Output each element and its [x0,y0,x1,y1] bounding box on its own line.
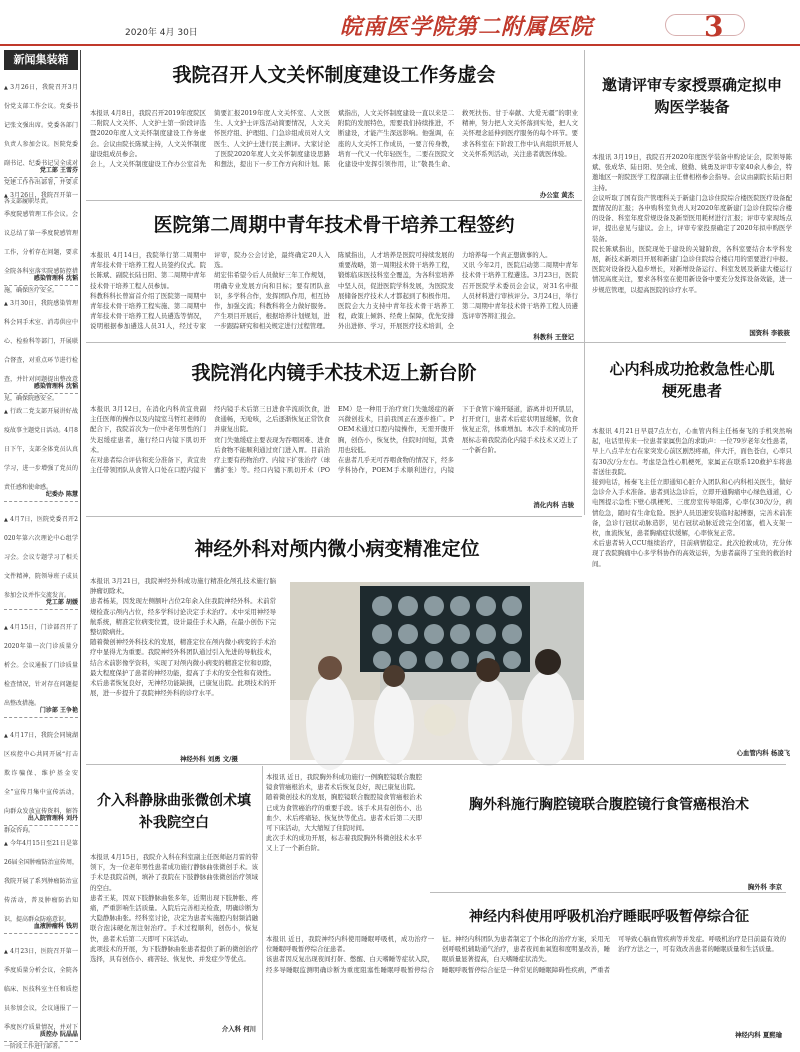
article-title: 邀请评审专家授票确定拟申购医学装备 [602,76,783,116]
col-divider-bottom [262,766,263,1040]
article-signature: 心血管内科 杨凌飞 [736,749,790,757]
header-rule [0,44,800,46]
article-body: 本报讯 3月12日，在消化内科黄宜贵副主任医师的操作以及内镜室马哲红老师的配合下，我院首次为一位中老年男性的门失迟缓症患者，施行经口内镜下肌切开术。 在对患者综合评估和充分准备下，黄宜贵主任带领团队从食管入口处在口腔内镜下经内镜手术后第三日进食半流质饮食，进食通畅，无呛咳，之后逐渐恢复正常饮食并康复出院。 贲门失弛缓症主要表现为吞咽困难、进食后食物不能顺利通过贲门进入胃。目前治疗主要有药物治疗、内镜下扩张治疗（球囊扩张）等。经口内镜下肌切开术（POEM）是一种用于治疗贲门失弛缓症的新兴微创技术，目前我国正在逐步推广。POEM术通过口腔内镜操作，无需开腹开胸，创伤小，恢复快，住院时间短，其费用也较低。 在患者几乎无可吞咽食物的情况下，经多学科协作，POEM手术顺利进行，内镜下于食管下端开隧道，游离并切开肌层，打开贲门，患者术后症状明显缓解，饮食恢复正常，体重增加。本次手术的成功开展标志着我院消化内镜手术技术又迈上了一个新台阶。 [90,405,578,475]
article-body: 本报讯 3月19日，我院召开2020年度医学装备申购论证会，院领导陈斌、张成华、陆日阳、吴全成、殷勤、姚勇及评审专家40余人参会，特邀地区一附院医学工程部副主任曹相格参会指导。会议由副院长陆日阳主持。 会议听取了国有资产管理科关于新建门急诊住院综合楼医院医疗设备配置情况的汇报；各申购科室负责人对2020年度新建门急诊住院综合楼的设备、科室年度常规设备及新型医用耗材进行汇报；评审专家现场点评，提出意见与建议。会上，评审专家投票确定了2020年拟申购医学装备。 院长陈斌指出，医院现处于建设的关键阶段，各科室要结合本学科发展，新技术新项目开展和新建门急诊住院综合楼启用的需要进行申报。医院对设备投入稳步增长，对新增设备运行、科室发展及新建大楼运行情况高度关注，要求各科室在使用新设备中要充分发挥设备效能，进一步规范管理，以提高医院的诊疗水平。 [592,153,792,294]
header-masthead: 皖南医学院第二附属医院 [340,14,594,40]
bullet-icon: ▲ [4,193,9,199]
bullet-icon: ▲ [4,949,9,955]
sidebar-item-signature: 感染管理科 沈韬 [33,383,78,390]
article-cardiology [592,346,792,760]
sidebar-news-item [4,398,78,502]
divider-4 [86,764,786,765]
article-signature: 办公室 黄杰 [539,191,574,199]
sidebar-item-signature: 党工部 王雪芬 [39,167,78,174]
bullet-icon: ▲ [4,625,9,631]
article-body: 本报讯 3月21日，我院神经外科成功施行精准化颅孔技术施行脑肿瘤切除术。 患者杨某，因发现左侧额叶占位2年余入住我院神经外科。术前常规检查示颅内占位，经多学科讨论决定手术治疗。术中采用神经导航系统，精准定位病变位置，设计最佳手术入路，在最小创伤下完整切除病灶。 随着微创神经外科技术的发展，精准定位在颅内微小病变的手术治疗中显得尤为重要。我院神经外科团队通过引入先进的导航技术，结合术前影像学资料，实现了对颅内微小病变的精准定位和切除，最大程度保护了患者的神经功能，提高了手术的安全性和有效性。 术后患者恢复良好，无神经功能缺损，已康复出院。此项技术的开展，进一步提升了我院神经外科的诊疗水平。 [90,577,276,698]
article-equipment-review [592,52,792,342]
sidebar-news-item [4,614,78,718]
bullet-icon: ▲ [4,733,9,739]
article-body: 本报讯 4月15日，我院介入科在科室副主任医师赵月雷的带领下，为一位老年男性患者成功施行静脉曲张微创手术。该手术是我院首例，填补了我院在下肢静脉曲张微创治疗领域的空白。 患者王某，因双下肢静脉曲张多年，近期出现下肢肿胀、疼痛，严重影响生活质量。入院后完善相关检查，明确诊断为大隐静脉曲张。经科室讨论，决定为患者实施腔内射频消融联合泡沫硬化剂注射治疗。手术过程顺利，创伤小，恢复快，患者术后第二天即可下床活动。 此项技术的开展，为下肢静脉曲张患者提供了新的微创治疗选择，具有创伤小、痛苦轻、恢复快、并发症少等优点。 [90,853,258,964]
article-thoracic [266,766,786,894]
article-title: 我院召开人文关怀制度建设工作务虚会 [172,64,496,86]
sidebar-list [4,74,78,1050]
article-signature: 胸外科 李京 [747,883,782,891]
sidebar-item-text: 3月30日，我院感染管理科会同手术室、消毒供应中心、检验科等部门，开展联合督查，对重点环节进行检查，并针对问题提出整改意见，确保院感安全。 [4,300,78,402]
sidebar-item-signature: 纪委办 陈慧 [45,491,78,498]
sidebar-divider [80,50,81,1040]
bullet-icon: ▲ [4,409,9,415]
article-neurosurgery [90,518,584,764]
sidebar-item-signature: 质控办 阮晶晶 [39,1031,78,1038]
article-title: 我院消化内镜手术技术迈上新台阶 [191,362,477,384]
sidebar-item-text: 行政二党支部开展讲好战疫故事主题党日活动。4月8日下午，支部全体党员认真学习，进一步增强了党员的责任感和使命感。 [4,408,78,491]
article-interventional [90,766,258,1040]
article-humanistic-care [90,52,578,202]
sidebar-news-item [4,506,78,610]
sidebar-item-signature: 门诊部 王争艳 [39,707,78,714]
sidebar-news-item [4,290,78,402]
sidebar-news-item [4,74,78,205]
sidebar-title: 新闻集装箱 [4,50,78,70]
article-neurology [266,894,786,1040]
article-title: 神经外科对颅内微小病变精准定位 [194,538,480,560]
sidebar-news-item [4,938,78,1050]
sidebar-item-signature: 党工部 胡媛 [45,599,78,606]
sidebar-news-item [4,182,78,294]
article-body: 本报讯 4月14日，我院举行第二周期中青年技术骨干培养工程人员签约仪式。院长陈斌、副院长陆日阳、第二周期中青年技术骨干培养工程人员参加。 科教科科长曾富首介绍了医院第一周期中青年技术骨干培养工程实施、第二周期中青年技术骨干培养工程人员遴选等情况，说明根据参加遴选人员31人，经过专家评审，院办公会讨论，最终确定20人入选。 胡宏伟希望今后人员做好三年工作规划，明确专业发展方向和目标；要有团队意识，多学科合作，发挥团队作用，相互协作，加强交流；科教科将全力做好服务。产生项目开展后，根据培养计划规划，进一步跟踪研究和相关规定进行过程管理。 陈斌指出，人才培养是医院可持续发展的重要战略，第一周期技术骨干培养工程，锻炼临床医技科室全覆盖，为各科室培养中坚人员，促进医院学科发展，为医院发展储备医疗技术人才都起到了积极作用。医院会大力支持中青年技术骨干培养工程，政策上倾斜、经费上保障，优先安排外出进修、学习，开展医疗技术培训，全力培养每一个真正想做事的人。 又讯 今年2月，医院启动第二周期中青年技术骨干培养工程遴选。3月23日，医院召开医院学术委员会会议，对31名申报人员材料进行审核评分。3月24日，举行第二周期中青年技术骨干培养工程人员遴选评审答辩汇报会。 [90,251,578,331]
article-endoscopy [90,344,578,514]
sidebar-item-text: 4月23日，医院召开第一季度质量分析会议，全院各临床、医技科室主任和质控员参加会议，会议通报了一季度医疗质量情况，并对下一阶段工作进行部署。 [4,948,78,1050]
article-youth-training [90,202,578,342]
bullet-icon: ▲ [4,85,9,91]
article-signature: 神经外科 刘勇 文/摄 [180,755,238,763]
sidebar-item-text: 3月26日，我院召开3月份党支部工作会议。党委书记张文强出席。党委各部门负责人参加会议。医院党委副书记、纪委书记吴全成对党建工作作出部署，并要求各支部履职尽责。 [4,84,78,205]
sidebar-item-signature: 血液肿瘤科 钱玥 [33,923,78,930]
divider-1 [86,200,582,201]
right-col-divider [584,50,585,515]
article-body-left: 本报讯 近日，我院胸外科成功施行一例胸腔镜联合腹腔镜食管癌根治术，患者术后恢复良好，现已康复出院。 随着微创技术的发展，胸腔镜联合腹腔镜食管癌根治术已成为食管癌治疗的重要手段。该手术具有创伤小、出血少、术后疼痛轻、恢复快等优点。患者术后第二天即可下床活动，大大缩短了住院时间。 此次手术的成功开展，标志着我院胸外科微创技术水平又上了一个新台阶。 [266,773,422,853]
article-body: 本报讯 4月21日早晨7点左右，心血管内科主任杨秦飞的手机突然响起，电话里传来一位患者家属焦急的求助声：一位79岁老年女性患者，早上八点半左右在家突发心前区剧烈疼痛，伴大汗，面色苍白，心率只有30次/分左右。考虑是急性心肌梗死，家属正在联系120救护车将患者送往我院。 接到电话，杨秦飞主任立即通知心脏介入团队和心内科相关医生，做好急诊介入手术准备。患者到达急诊后，立即开通胸痛中心绿色通道，心电图提示急性下壁心肌梗死、三度房室传导阻滞，心率仅30次/分，病情危急，随时有生命危险。医护人员迅速安装临时起搏器，完善术前准备，急诊行冠状动脉造影，见右冠状动脉近段完全闭塞，植入支架一枚，血流恢复，患者胸痛症状缓解，心率恢复正常。 术后患者转入CCU继续治疗，目前病情稳定。此次抢救成功，充分体现了我院胸痛中心多学科协作的高效运转，为患者赢得了宝贵的救治时间。 [592,427,792,568]
article-signature: 科教科 王登记 [533,333,574,341]
article-signature: 国资科 李筱筱 [749,329,790,337]
article-title: 介入科静脉曲张微创术填补我院空白 [97,793,251,831]
article-body: 本报讯 近日，我院神经内科使用睡眠呼吸机，成功治疗一位睡眠呼吸暂停综合征患者。 该患者因反复出现夜间打鼾、憋醒、白天嗜睡等症状入院，经多导睡眠监测明确诊断为重度阻塞性睡眠呼吸暂停综合征。神经内科团队为患者制定了个体化的治疗方案，采用无创呼吸机辅助通气治疗，患者夜间血氧饱和度明显改善，睡眠质量显著提高，白天嗜睡症状消失。 睡眠呼吸暂停综合征是一种常见的睡眠障碍性疾病，严重者可导致心脑血管疾病等并发症。呼吸机治疗是目前最有效的治疗方法之一，可有效改善患者的睡眠质量和生活质量。 [266,935,786,974]
sidebar-item-text: 3月26日，我院召开第一季度院感管理工作会议。会议总结了第一季度院感管理工作，分析存在问题，要求全院各科室落实院感防控措施，确保医疗安全。 [4,192,78,294]
page-header [0,0,800,48]
neurosurgery-photo [290,582,584,760]
article-title: 神经内科使用呼吸机治疗睡眠呼吸暂停综合征 [469,909,749,925]
bullet-icon: ▲ [4,517,9,523]
sidebar-news-item [4,722,78,834]
header-date: 2020年 4月 30日 [125,28,198,38]
sidebar-item-text: 4月17日，我院会同镜湖区疾控中心共同开展“打击欺诈骗保、维护基金安全”宣传月集中宣传活动，向群众发放宣传资料，解答群众咨询。 [4,732,78,834]
article-signature: 神经内科 夏熙瑜 [735,1031,782,1039]
sidebar-item-signature: 感染管理科 沈韬 [33,275,78,282]
sidebar-item-signature: 出入院管理科 刘丹 [27,815,78,822]
article-title: 医院第二周期中青年技术骨干培养工程签约 [153,214,515,236]
sidebar-item-text: 今年4月15日至21日是第26届全国肿瘤防治宣传周，我院开展了系列肿瘤防治宣传活动，普及肿瘤防治知识，提高群众防癌意识。 [4,840,78,923]
article-signature: 介入科 何川 [221,1025,256,1033]
bullet-icon: ▲ [4,301,9,307]
article-title: 心内科成功抢救急性心肌梗死患者 [609,360,775,400]
divider-3 [86,516,582,517]
sidebar-news-item [4,830,78,934]
divider-5 [430,892,786,893]
sidebar-item-text: 4月15日，门诊部召开了2020年第一次门诊质量分析会。会议通报了门诊质量检查情况，针对存在问题提出整改措施。 [4,624,78,707]
page-number: 3 [704,10,724,43]
article-title: 胸外科施行胸腔镜联合腹腔镜行食管癌根治术 [469,797,749,813]
sidebar-item-text: 4月7日，医院党委召开2020年第六次理论中心组学习会。会议专题学习了相关文件精神，院领导班子成员参加会议并作交流发言。 [4,516,78,599]
divider-2 [86,342,786,343]
sidebar [4,50,78,1050]
bullet-icon: ▲ [4,841,8,847]
article-signature: 消化内科 吉骏 [533,501,574,509]
article-body: 本报讯 4月8日，我院召开2019年度院区二附院人文关怀、人文护士第一阶段评选暨2020年度人文关怀制度建设工作务虚会。会议由院长陈斌主持，人文关怀制度建设组成员参会。 会上，人文关怀制度建设工作办公室首先简要汇报2019年度人文关怀室、人文医生、人文护士评选活动简要情况，人文关怀医疗组、护理组、门急诊组成员对人文医生、人文护士进行民主测评。大家讨论了医院2020年度人文关怀制度建设思路和想法，提出下一步工作方向和计划。陈斌指出，人文关怀制度建设一直以来是二附院的发展特色，需要我们持续推进，不断建设，才能产生深远影响。他强调，在座的人文关怀工作成员，一要言传身教，培育一代又一代年轻医生，二要在医院文化建设中发挥引领作用，让“敬畏生命、救死扶伤、甘于奉献、大爱无疆”的职业精神，努力把人文关怀落到实处，把人文关怀理念延伸到医疗服务的每个环节。要求各科室在下阶段工作中认真组织开展人文关怀系列活动，关注患者就医体验。 [90,109,578,169]
header-left-block [0,0,58,44]
